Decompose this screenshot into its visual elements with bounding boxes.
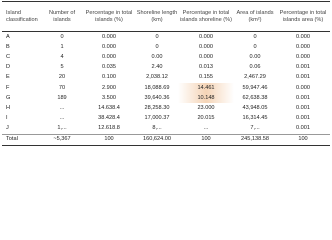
cell-total-number: ~5,367 [42, 134, 82, 145]
cell-percentage-area: 0.001 [296, 125, 310, 132]
cell-total-percentage-area: 100 [276, 134, 330, 145]
cell-classification: B [6, 43, 10, 50]
cell-percentage-area: 0.001 [296, 115, 310, 122]
cell-percentage-islands: 0.000 [102, 53, 116, 60]
islands-table [2, 1, 330, 146]
header-island-classification: Island classification [2, 2, 42, 32]
cell-area: 59,947.46 [242, 84, 268, 91]
cell-percentage-area: 0.001 [296, 94, 310, 101]
header-percentage-shoreline: Percentage in total islands shoreline (%) [178, 2, 234, 32]
header-row [2, 2, 330, 32]
table-row [2, 114, 330, 124]
cell-percentage-area: 0.001 [296, 104, 310, 111]
cell-classification: A [6, 33, 10, 40]
cell-classification: C [6, 53, 11, 60]
cell-shoreline: 2,038.12 [146, 74, 168, 81]
cell-percentage-islands: 0.100 [102, 74, 116, 81]
cell-percentage-islands: 0.000 [102, 33, 116, 40]
cell-classification: J [6, 125, 9, 132]
cell-number: 189 [57, 94, 67, 101]
table-body [2, 32, 330, 146]
cell-shoreline: 17,000.37 [144, 115, 170, 122]
cell-number: 5 [60, 64, 64, 71]
cell-area: 62,638.38 [242, 94, 268, 101]
cell-total-percentage-shoreline: 100 [178, 134, 234, 145]
header-number-of-islands: Number of islands [42, 2, 82, 32]
cell-percentage-area: 0.001 [296, 64, 310, 71]
cell-area: 16,314.45 [242, 115, 268, 122]
cell-area: 2,467.29 [244, 74, 266, 81]
cell-percentage-shoreline: 0.155 [199, 74, 213, 81]
table-row [2, 32, 330, 43]
cell-area: 0.06 [249, 64, 261, 71]
cell-percentage-islands: 12.618.8 [98, 125, 120, 132]
table-row [2, 63, 330, 73]
cell-percentage-islands: 14.638.4 [98, 104, 120, 111]
table-row [2, 73, 330, 83]
cell-classification: F [6, 84, 10, 91]
header-shoreline-length: Shoreline length (km) [136, 2, 178, 32]
cell-percentage-islands: 3.500 [102, 94, 116, 101]
cell-area: 7,... [250, 125, 260, 132]
table-row [2, 42, 330, 52]
table-row [2, 83, 330, 93]
cell-shoreline: 2.40 [151, 64, 163, 71]
cell-number: 1 [60, 43, 64, 50]
cell-percentage-area: 0.001 [296, 74, 310, 81]
cell-total-shoreline: 160,624.00 [136, 134, 178, 145]
cell-percentage-shoreline: 14.461 [178, 83, 234, 93]
cell-shoreline: 0.00 [151, 53, 163, 60]
cell-percentage-islands: 0.000 [102, 43, 116, 50]
cell-number: ... [59, 104, 65, 111]
cell-shoreline: 18,088.69 [144, 84, 170, 91]
table-row [2, 93, 330, 103]
cell-number: 4 [60, 53, 64, 60]
cell-area: 43,948.05 [242, 104, 268, 111]
header-percentage-area: Percentage in total islands area (%) [276, 2, 330, 32]
table-row [2, 103, 330, 113]
cell-shoreline: 39,640.36 [144, 94, 170, 101]
cell-number: 0 [60, 33, 64, 40]
cell-number: 1,... [57, 125, 67, 132]
cell-percentage-islands: 38.428.4 [98, 115, 120, 122]
cell-number: ... [59, 115, 65, 122]
cell-number: 70 [58, 84, 66, 91]
cell-total-percentage-islands: 100 [82, 134, 136, 145]
total-row [2, 134, 330, 145]
cell-percentage-shoreline: 0.000 [199, 43, 213, 50]
cell-total-area: 245,138.58 [234, 134, 276, 145]
cell-shoreline: 0 [155, 43, 159, 50]
cell-area: 0 [253, 33, 257, 40]
cell-percentage-shoreline: ... [203, 125, 209, 132]
cell-classification: H [6, 104, 11, 111]
cell-classification: E [6, 74, 10, 81]
cell-percentage-shoreline: 0.000 [199, 53, 213, 60]
cell-number: 20 [58, 74, 66, 81]
cell-shoreline: 28,258.30 [144, 104, 170, 111]
cell-percentage-area: 0.000 [296, 43, 310, 50]
cell-percentage-area: 0.000 [296, 84, 310, 91]
cell-percentage-shoreline: 10.148 [178, 93, 234, 103]
table-row [2, 52, 330, 62]
cell-percentage-area: 0.000 [296, 53, 310, 60]
cell-shoreline: 0 [155, 33, 159, 40]
cell-percentage-shoreline: 20.015 [197, 115, 215, 122]
cell-total-label: Total [2, 134, 42, 145]
cell-percentage-shoreline: 0.000 [199, 33, 213, 40]
cell-classification: D [6, 64, 11, 71]
cell-percentage-shoreline: 23.000 [197, 104, 215, 111]
header-area-of-islands: Area of islands (km²) [234, 2, 276, 32]
cell-percentage-shoreline: 0.013 [199, 64, 213, 71]
table-row [2, 124, 330, 135]
cell-percentage-islands: 0.035 [102, 64, 116, 71]
cell-percentage-islands: 2.900 [102, 84, 116, 91]
cell-classification: I [6, 115, 8, 122]
cell-classification: G [6, 94, 11, 101]
header-percentage-total-islands: Percentage in total islands (%) [82, 2, 136, 32]
cell-shoreline: 8,... [152, 125, 162, 132]
cell-area: 0.00 [249, 53, 261, 60]
cell-percentage-area: 0.000 [296, 33, 310, 40]
cell-area: 0 [253, 43, 257, 50]
